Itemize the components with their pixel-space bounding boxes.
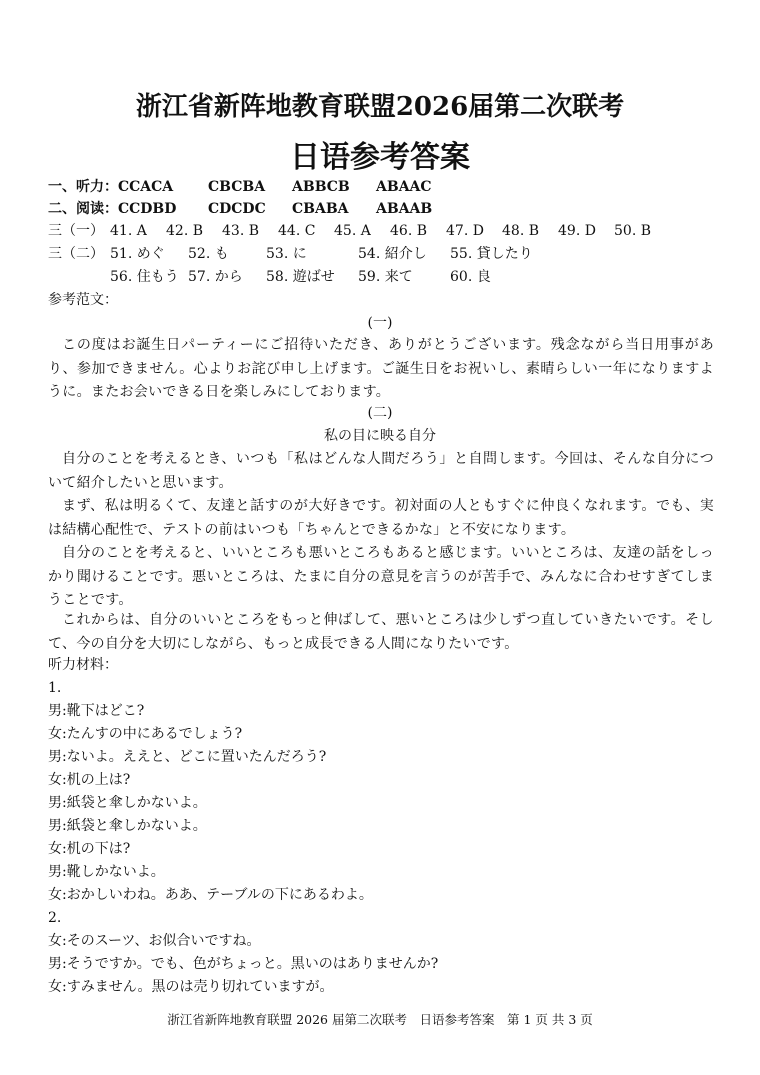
dialogue-line: 男:紙袋と傘しかないよ。 bbox=[48, 795, 207, 811]
dialogue-line: 女:たんすの中にあるでしょう? bbox=[48, 726, 243, 742]
answer-key-title: 日语参考答案 bbox=[290, 140, 470, 175]
answer-group: CBCBA bbox=[208, 179, 266, 195]
answer-item: 49. D bbox=[558, 223, 596, 239]
dialogue-line: 女:机の上は? bbox=[48, 772, 131, 788]
answer-item: 44. C bbox=[278, 223, 316, 239]
dialogue-line: 男:そうですか。でも、色がちょっと。黒いのはありませんか? bbox=[48, 956, 439, 972]
model-part2-title: 私の目に映る自分 bbox=[324, 428, 436, 444]
dialogue-line: 女:おかしいわね。ああ、テーブルの下にあるわよ。 bbox=[48, 887, 373, 903]
answer-group: CBABA bbox=[292, 201, 349, 217]
section3-2-answers-row1 bbox=[48, 244, 533, 264]
answer-group: CCDBD bbox=[118, 201, 177, 217]
dialogue-line: 男:靴下はどこ? bbox=[48, 703, 145, 719]
dialogue-line: 男:靴しかないよ。 bbox=[48, 864, 165, 880]
model-part1-heading: (一) bbox=[367, 315, 393, 331]
answer-item: 54. 紹介し bbox=[358, 246, 427, 262]
page-footer: 浙江省新阵地教育联盟 2026 届第二次联考 日语参考答案 第 1 页 共 3 页 bbox=[167, 1012, 593, 1027]
reading-answers bbox=[48, 199, 432, 219]
model-part2-heading: (二) bbox=[367, 405, 393, 421]
answer-item: 53. に bbox=[266, 246, 307, 262]
model-essay-label: 参考范文： bbox=[48, 292, 118, 308]
dialogue-line: 1. bbox=[48, 680, 62, 696]
section3-1-answers bbox=[48, 221, 651, 241]
answer-item: 45. A bbox=[334, 223, 371, 239]
answer-group: CDCDC bbox=[208, 201, 266, 217]
listening-material-label: 听力材料： bbox=[48, 657, 118, 673]
answer-item: 46. B bbox=[390, 223, 428, 239]
answer-item: 50. B bbox=[614, 223, 652, 239]
answer-item: 42. B bbox=[166, 223, 204, 239]
model-part2-paragraph-3: 自分のことを考えると、いいところも悪いところもあると感じます。いいところは、友達の話をしっかり聞けることです。悪いところは、たまに自分の意見を言うのが苦手で、みんなに合わせすぎてしまうことです。 bbox=[48, 545, 714, 608]
dialogue-line: 男:ないよ。ええと、どこに置いたんだろう? bbox=[48, 749, 327, 765]
listening-label: 一、听力： bbox=[48, 179, 118, 195]
reading-label: 二、阅读： bbox=[48, 201, 118, 217]
answer-item: 52. も bbox=[188, 246, 229, 262]
section-label: 三（一） bbox=[48, 223, 104, 239]
section3-2-answers-row2 bbox=[110, 267, 491, 287]
answer-group: CCACA bbox=[118, 179, 174, 195]
dialogue-line: 女:そのスーツ、お似合いですね。 bbox=[48, 933, 261, 949]
answer-group: ABBCB bbox=[292, 179, 350, 195]
answer-item: 59. 来て bbox=[358, 269, 413, 285]
answer-item: 51. めぐ bbox=[110, 246, 165, 262]
dialogue-line: 女:机の下は? bbox=[48, 841, 131, 857]
dialogue-line: 男:紙袋と傘しかないよ。 bbox=[48, 818, 207, 834]
answer-group: ABAAB bbox=[376, 201, 433, 217]
answer-item: 56. 住もう bbox=[110, 269, 179, 285]
answer-item: 47. D bbox=[446, 223, 484, 239]
answer-item: 55. 貸したり bbox=[450, 246, 533, 262]
answer-item: 58. 遊ばせ bbox=[266, 269, 335, 285]
answer-item: 43. B bbox=[222, 223, 260, 239]
model-part2-paragraph-1: 自分のことを考えるとき、いつも「私はどんな人間だろう」と自問します。今回は、そんな自分について紹介したいと思います。 bbox=[48, 451, 714, 491]
answer-item: 57. から bbox=[188, 269, 243, 285]
answer-item: 60. 良 bbox=[450, 269, 491, 285]
exam-title: 浙江省新阵地教育联盟2026届第二次联考 bbox=[135, 92, 625, 122]
dialogue-line: 女:すみません。黒のは売り切れていますが。 bbox=[48, 979, 334, 995]
model-part2-paragraph-4: これからは、自分のいいところをもっと伸ばして、悪いところは少しずつ直していきたいです。そして、今の自分を大切にしながら、もっと成長できる人間になりたいです。 bbox=[48, 612, 714, 652]
answer-item: 48. B bbox=[502, 223, 540, 239]
answer-group: ABAAC bbox=[376, 179, 432, 195]
listening-answers bbox=[48, 177, 432, 197]
model-part2-paragraph-2: まず、私は明るくて、友達と話すのが大好きです。初対面の人ともすぐに仲良くなれます。でも、実は結構心配性で、テストの前はいつも「ちゃんとできるかな」と不安になります。 bbox=[48, 498, 714, 538]
section-label: 三（二） bbox=[48, 246, 104, 262]
answer-item: 41. A bbox=[110, 223, 147, 239]
model-part1-text: この度はお誕生日パーティーにご招待いただき、ありがとうございます。残念ながら当日用事があり、参加できません。心よりお詫び申し上げます。ご誕生日をお祝いし、素晴らしい一年になりますように。またお会いできる日を楽しみにしております。 bbox=[48, 337, 714, 400]
dialogue-line: 2. bbox=[48, 910, 62, 926]
